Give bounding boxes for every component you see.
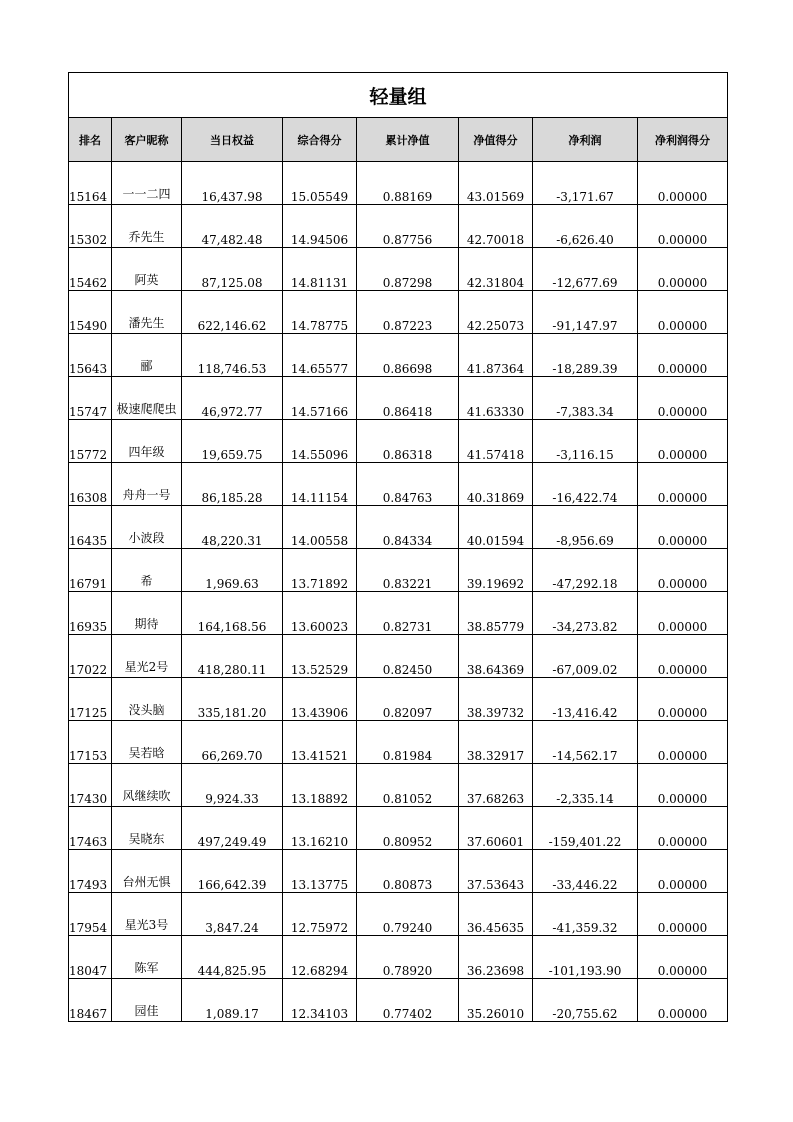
cell-equity: 118,746.53 xyxy=(182,334,283,377)
cell-cumulative-nav: 0.87298 xyxy=(357,248,459,291)
cell-net-profit: -101,193.90 xyxy=(533,936,638,979)
cell-nickname: 园佳 xyxy=(112,979,182,1022)
col-header-rank: 排名 xyxy=(69,118,112,162)
cell-nickname: 吴若晗 xyxy=(112,721,182,764)
cell-cumulative-nav: 0.83221 xyxy=(357,549,459,592)
table-row xyxy=(69,635,728,678)
cell-nickname: 台州无惧 xyxy=(112,850,182,893)
cell-net-profit: -91,147.97 xyxy=(533,291,638,334)
cell-score: 12.68294 xyxy=(283,936,357,979)
cell-profit-score: 0.00000 xyxy=(638,248,728,291)
cell-net-profit: -41,359.32 xyxy=(533,893,638,936)
cell-equity: 3,847.24 xyxy=(182,893,283,936)
cell-profit-score: 0.00000 xyxy=(638,764,728,807)
cell-equity: 16,437.98 xyxy=(182,162,283,205)
cell-cumulative-nav: 0.81984 xyxy=(357,721,459,764)
cell-score: 13.41521 xyxy=(283,721,357,764)
cell-profit-score: 0.00000 xyxy=(638,678,728,721)
cell-rank: 16791 xyxy=(69,549,112,592)
table-row xyxy=(69,936,728,979)
cell-profit-score: 0.00000 xyxy=(638,721,728,764)
cell-cumulative-nav: 0.80952 xyxy=(357,807,459,850)
cell-cumulative-nav: 0.79240 xyxy=(357,893,459,936)
table-row xyxy=(69,463,728,506)
col-header-score: 综合得分 xyxy=(283,118,357,162)
cell-nickname: 星光2号 xyxy=(112,635,182,678)
cell-nickname: 风继续吹 xyxy=(112,764,182,807)
cell-cumulative-nav: 0.81052 xyxy=(357,764,459,807)
cell-score: 13.52529 xyxy=(283,635,357,678)
cell-net-profit: -2,335.14 xyxy=(533,764,638,807)
cell-net-profit: -13,416.42 xyxy=(533,678,638,721)
cell-net-profit: -20,755.62 xyxy=(533,979,638,1022)
table-row xyxy=(69,291,728,334)
cell-cumulative-nav: 0.82097 xyxy=(357,678,459,721)
cell-cumulative-nav: 0.82731 xyxy=(357,592,459,635)
cell-nav-score: 37.68263 xyxy=(459,764,533,807)
table-row xyxy=(69,592,728,635)
cell-equity: 166,642.39 xyxy=(182,850,283,893)
cell-nickname: 希 xyxy=(112,549,182,592)
cell-rank: 15772 xyxy=(69,420,112,463)
cell-cumulative-nav: 0.87223 xyxy=(357,291,459,334)
cell-cumulative-nav: 0.84763 xyxy=(357,463,459,506)
cell-cumulative-nav: 0.78920 xyxy=(357,936,459,979)
cell-rank: 17463 xyxy=(69,807,112,850)
cell-score: 14.78775 xyxy=(283,291,357,334)
cell-profit-score: 0.00000 xyxy=(638,420,728,463)
ranking-table xyxy=(68,72,728,1022)
cell-nickname: 小波段 xyxy=(112,506,182,549)
cell-nav-score: 36.45635 xyxy=(459,893,533,936)
cell-profit-score: 0.00000 xyxy=(638,549,728,592)
cell-nav-score: 36.23698 xyxy=(459,936,533,979)
cell-equity: 48,220.31 xyxy=(182,506,283,549)
cell-rank: 16308 xyxy=(69,463,112,506)
cell-score: 12.75972 xyxy=(283,893,357,936)
cell-nickname: 期待 xyxy=(112,592,182,635)
cell-profit-score: 0.00000 xyxy=(638,936,728,979)
cell-nickname: 星光3号 xyxy=(112,893,182,936)
cell-net-profit: -34,273.82 xyxy=(533,592,638,635)
cell-rank: 15164 xyxy=(69,162,112,205)
cell-nav-score: 43.01569 xyxy=(459,162,533,205)
cell-cumulative-nav: 0.86418 xyxy=(357,377,459,420)
cell-equity: 46,972.77 xyxy=(182,377,283,420)
col-header-nav-score: 净值得分 xyxy=(459,118,533,162)
table-row xyxy=(69,807,728,850)
cell-rank: 17022 xyxy=(69,635,112,678)
cell-net-profit: -33,446.22 xyxy=(533,850,638,893)
cell-profit-score: 0.00000 xyxy=(638,377,728,420)
cell-rank: 18047 xyxy=(69,936,112,979)
cell-nickname: 潘先生 xyxy=(112,291,182,334)
cell-equity: 1,969.63 xyxy=(182,549,283,592)
cell-nav-score: 42.31804 xyxy=(459,248,533,291)
cell-score: 13.16210 xyxy=(283,807,357,850)
cell-nickname: 吴晓东 xyxy=(112,807,182,850)
cell-nickname: 乔先生 xyxy=(112,205,182,248)
col-header-cumulative-nav: 累计净值 xyxy=(357,118,459,162)
cell-nav-score: 39.19692 xyxy=(459,549,533,592)
table-row xyxy=(69,721,728,764)
cell-score: 14.57166 xyxy=(283,377,357,420)
cell-rank: 18467 xyxy=(69,979,112,1022)
cell-equity: 66,269.70 xyxy=(182,721,283,764)
cell-nav-score: 41.87364 xyxy=(459,334,533,377)
table-row xyxy=(69,678,728,721)
cell-score: 14.94506 xyxy=(283,205,357,248)
cell-score: 15.05549 xyxy=(283,162,357,205)
cell-rank: 15643 xyxy=(69,334,112,377)
cell-profit-score: 0.00000 xyxy=(638,463,728,506)
cell-cumulative-nav: 0.80873 xyxy=(357,850,459,893)
table-row xyxy=(69,893,728,936)
cell-nickname: 没头脑 xyxy=(112,678,182,721)
cell-nickname: 舟舟一号 xyxy=(112,463,182,506)
cell-net-profit: -159,401.22 xyxy=(533,807,638,850)
cell-equity: 86,185.28 xyxy=(182,463,283,506)
cell-rank: 17954 xyxy=(69,893,112,936)
cell-equity: 47,482.48 xyxy=(182,205,283,248)
cell-profit-score: 0.00000 xyxy=(638,334,728,377)
cell-equity: 164,168.56 xyxy=(182,592,283,635)
cell-net-profit: -12,677.69 xyxy=(533,248,638,291)
cell-net-profit: -6,626.40 xyxy=(533,205,638,248)
table-row xyxy=(69,334,728,377)
cell-profit-score: 0.00000 xyxy=(638,592,728,635)
cell-rank: 17125 xyxy=(69,678,112,721)
cell-cumulative-nav: 0.86698 xyxy=(357,334,459,377)
cell-cumulative-nav: 0.82450 xyxy=(357,635,459,678)
cell-profit-score: 0.00000 xyxy=(638,807,728,850)
cell-profit-score: 0.00000 xyxy=(638,893,728,936)
table-title: 轻量组 xyxy=(69,73,728,118)
cell-net-profit: -7,383.34 xyxy=(533,377,638,420)
col-header-equity: 当日权益 xyxy=(182,118,283,162)
cell-rank: 15302 xyxy=(69,205,112,248)
cell-cumulative-nav: 0.77402 xyxy=(357,979,459,1022)
cell-nav-score: 38.32917 xyxy=(459,721,533,764)
cell-equity: 335,181.20 xyxy=(182,678,283,721)
cell-score: 13.18892 xyxy=(283,764,357,807)
cell-nav-score: 41.57418 xyxy=(459,420,533,463)
table-row xyxy=(69,420,728,463)
col-header-profit-score: 净利润得分 xyxy=(638,118,728,162)
cell-rank: 17430 xyxy=(69,764,112,807)
cell-net-profit: -16,422.74 xyxy=(533,463,638,506)
cell-nickname: 一一二四 xyxy=(112,162,182,205)
cell-nickname: 极速爬爬虫 xyxy=(112,377,182,420)
cell-nickname: 郦 xyxy=(112,334,182,377)
cell-profit-score: 0.00000 xyxy=(638,291,728,334)
cell-equity: 19,659.75 xyxy=(182,420,283,463)
cell-equity: 87,125.08 xyxy=(182,248,283,291)
header-row xyxy=(69,118,728,162)
table-row xyxy=(69,506,728,549)
cell-rank: 17493 xyxy=(69,850,112,893)
cell-profit-score: 0.00000 xyxy=(638,506,728,549)
table-row xyxy=(69,850,728,893)
table-row xyxy=(69,162,728,205)
cell-nav-score: 37.53643 xyxy=(459,850,533,893)
cell-cumulative-nav: 0.87756 xyxy=(357,205,459,248)
cell-rank: 15747 xyxy=(69,377,112,420)
table-row xyxy=(69,764,728,807)
cell-cumulative-nav: 0.84334 xyxy=(357,506,459,549)
cell-net-profit: -67,009.02 xyxy=(533,635,638,678)
cell-equity: 9,924.33 xyxy=(182,764,283,807)
cell-score: 13.13775 xyxy=(283,850,357,893)
cell-net-profit: -8,956.69 xyxy=(533,506,638,549)
cell-nav-score: 38.85779 xyxy=(459,592,533,635)
cell-score: 13.71892 xyxy=(283,549,357,592)
cell-score: 14.00558 xyxy=(283,506,357,549)
cell-rank: 15490 xyxy=(69,291,112,334)
cell-equity: 418,280.11 xyxy=(182,635,283,678)
cell-profit-score: 0.00000 xyxy=(638,850,728,893)
cell-equity: 622,146.62 xyxy=(182,291,283,334)
cell-score: 13.60023 xyxy=(283,592,357,635)
cell-score: 14.81131 xyxy=(283,248,357,291)
cell-nickname: 阿英 xyxy=(112,248,182,291)
cell-equity: 1,089.17 xyxy=(182,979,283,1022)
col-header-net-profit: 净利润 xyxy=(533,118,638,162)
cell-net-profit: -18,289.39 xyxy=(533,334,638,377)
cell-nav-score: 40.31869 xyxy=(459,463,533,506)
col-header-nickname: 客户昵称 xyxy=(112,118,182,162)
cell-score: 14.65577 xyxy=(283,334,357,377)
cell-profit-score: 0.00000 xyxy=(638,162,728,205)
cell-nav-score: 38.64369 xyxy=(459,635,533,678)
cell-nav-score: 38.39732 xyxy=(459,678,533,721)
cell-nav-score: 42.70018 xyxy=(459,205,533,248)
cell-nav-score: 41.63330 xyxy=(459,377,533,420)
cell-rank: 15462 xyxy=(69,248,112,291)
cell-profit-score: 0.00000 xyxy=(638,979,728,1022)
cell-nickname: 陈军 xyxy=(112,936,182,979)
cell-profit-score: 0.00000 xyxy=(638,205,728,248)
table-row xyxy=(69,549,728,592)
cell-rank: 17153 xyxy=(69,721,112,764)
table-row xyxy=(69,979,728,1022)
cell-nickname: 四年级 xyxy=(112,420,182,463)
table-row xyxy=(69,377,728,420)
cell-cumulative-nav: 0.86318 xyxy=(357,420,459,463)
cell-nav-score: 37.60601 xyxy=(459,807,533,850)
cell-net-profit: -47,292.18 xyxy=(533,549,638,592)
cell-profit-score: 0.00000 xyxy=(638,635,728,678)
cell-nav-score: 35.26010 xyxy=(459,979,533,1022)
cell-nav-score: 42.25073 xyxy=(459,291,533,334)
cell-equity: 444,825.95 xyxy=(182,936,283,979)
cell-rank: 16435 xyxy=(69,506,112,549)
cell-net-profit: -14,562.17 xyxy=(533,721,638,764)
cell-cumulative-nav: 0.88169 xyxy=(357,162,459,205)
cell-score: 14.55096 xyxy=(283,420,357,463)
cell-nav-score: 40.01594 xyxy=(459,506,533,549)
table-row xyxy=(69,248,728,291)
cell-equity: 497,249.49 xyxy=(182,807,283,850)
cell-score: 12.34103 xyxy=(283,979,357,1022)
cell-score: 13.43906 xyxy=(283,678,357,721)
cell-net-profit: -3,171.67 xyxy=(533,162,638,205)
cell-net-profit: -3,116.15 xyxy=(533,420,638,463)
cell-rank: 16935 xyxy=(69,592,112,635)
table-row xyxy=(69,205,728,248)
cell-score: 14.11154 xyxy=(283,463,357,506)
